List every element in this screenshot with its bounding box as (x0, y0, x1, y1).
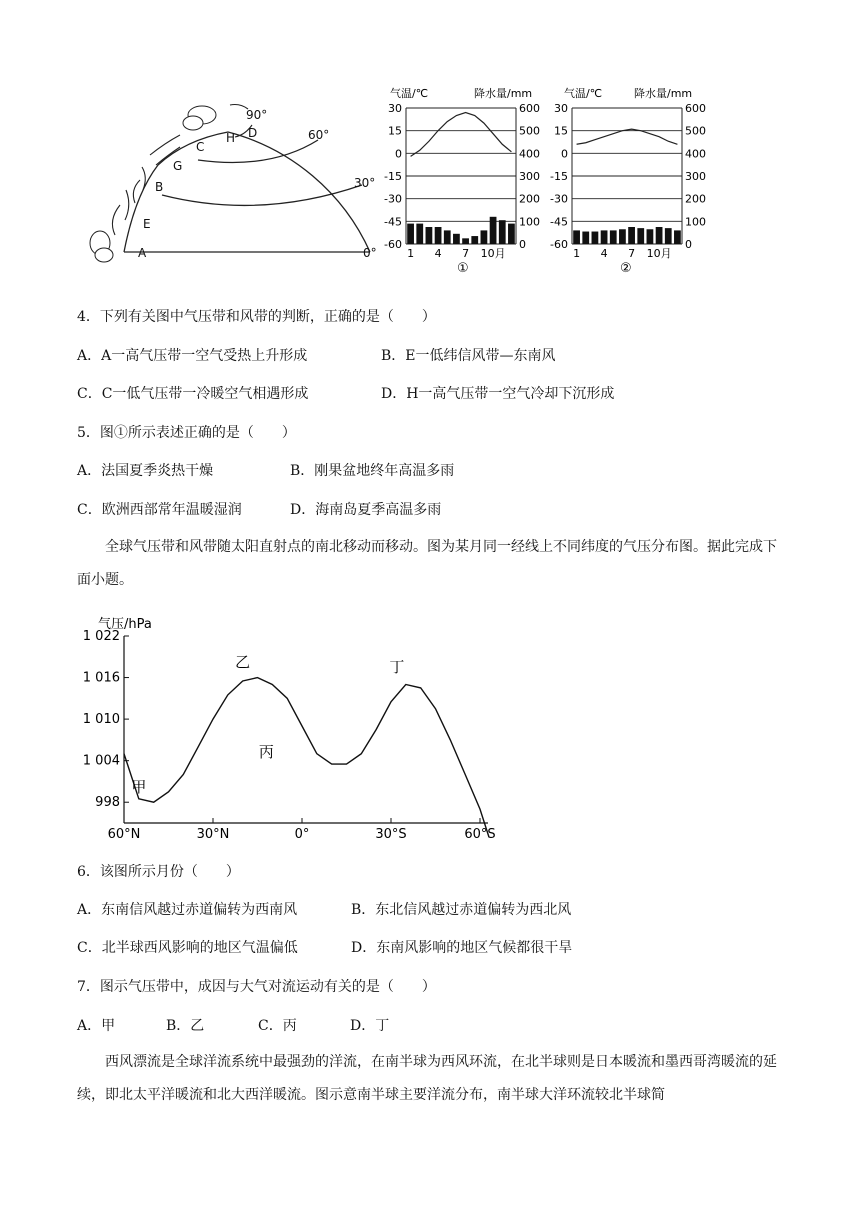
precip-bar (490, 217, 497, 244)
climate-chart-2 (548, 84, 708, 276)
belt-label-C: C (196, 140, 205, 154)
precip-bar (462, 238, 469, 244)
temp-tick: -15 (384, 170, 402, 183)
q5-option-a: A．法国夏季炎热干燥 (77, 463, 214, 479)
pressure-label-bing: 丙 (258, 743, 274, 762)
temp-tick: 15 (388, 124, 402, 138)
temp-tick: 30 (554, 102, 568, 115)
belt-label-B: B (155, 180, 164, 194)
temp-tick: -45 (550, 215, 568, 229)
pressure-distribution-chart (80, 608, 500, 842)
precip-bar (592, 232, 599, 244)
temp-line (411, 113, 512, 157)
month-tick: 7 (462, 247, 470, 260)
q7-option-b: B．乙 (166, 1018, 205, 1034)
chart2-id: ② (620, 261, 632, 276)
precip-tick: 300 (685, 170, 706, 183)
y-tick-label: 998 (95, 795, 120, 811)
precip-tick: 500 (685, 124, 706, 138)
precip-tick: 100 (685, 215, 706, 229)
q6-option-a: A．东南信风越过赤道偏转为西南风 (77, 902, 298, 918)
precip-bar (416, 224, 423, 244)
climate-chart-1 (384, 84, 548, 276)
q7-option-d: D．丁 (350, 1018, 390, 1034)
q4-option-d: D．H一高气压带一空气冷却下沉形成 (381, 386, 615, 402)
precip-tick: 300 (519, 170, 540, 183)
precip-tick: 100 (519, 215, 540, 229)
x-tick-label: 60°N (107, 827, 141, 842)
belt-label-G: G (173, 159, 183, 173)
y-tick-label: 1 016 (82, 670, 120, 686)
month-tick: 10月 (480, 247, 506, 260)
temp-tick: 0 (561, 147, 568, 161)
temp-tick: 0 (395, 147, 402, 161)
q7-option-a: A．甲 (77, 1018, 116, 1034)
precip-tick: 0 (519, 238, 526, 251)
precip-bar (481, 230, 488, 244)
precip-tick: 200 (519, 192, 540, 206)
month-tick: 1 (407, 247, 415, 260)
intro-paragraph-1: 全球气压带和风带随太阳直射点的南北移动而移动。图为某月同一经线上不同纬度的气压分布图。据此完成下面小题。 (77, 539, 777, 588)
temp-axis-label: 气温/℃ (564, 87, 603, 100)
temp-tick: -30 (550, 192, 568, 206)
temp-tick: 15 (554, 124, 568, 138)
month-tick: 4 (600, 247, 608, 260)
pressure-label-yi: 乙 (235, 653, 251, 672)
month-tick: 7 (628, 247, 636, 260)
pressure-curve (124, 678, 489, 837)
temp-line (577, 129, 678, 144)
pressure-ylabel: 气压/hPa (98, 617, 152, 632)
temp-tick: -45 (384, 215, 402, 229)
q6-option-b: B．东北信风越过赤道偏转为西北风 (351, 902, 572, 918)
q4-option-c: C．C一低气压带一冷暖空气相遇形成 (77, 386, 309, 402)
belt-label-E: E (143, 217, 151, 231)
q4-option-a: A．A一高气压带一空气受热上升形成 (77, 348, 308, 364)
belt-label-A: A (138, 246, 147, 260)
temp-tick: -30 (384, 192, 402, 206)
q6-option-d: D．东南风影响的地区气候都很干旱 (351, 940, 573, 956)
pressure-label-jia: 甲 (131, 777, 147, 796)
y-tick-label: 1 010 (82, 712, 120, 728)
precip-bar (601, 230, 608, 244)
temp-tick: -15 (550, 170, 568, 183)
chart1-id: ① (457, 261, 469, 276)
precip-bar (499, 220, 506, 244)
belt-label-D: D (248, 126, 258, 140)
precip-bar (435, 227, 442, 244)
q5-option-c: C．欧洲西部常年温暖湿润 (77, 502, 242, 518)
precip-axis-label: 降水量/mm (634, 87, 693, 100)
temp-tick: -60 (550, 238, 568, 251)
x-tick-label: 0° (294, 827, 310, 842)
month-tick: 4 (434, 247, 442, 260)
q5-stem: 5．图①所示表述正确的是（ ） (77, 425, 296, 441)
precip-bar (610, 230, 617, 244)
precip-bar (444, 230, 451, 244)
precip-bar (471, 236, 478, 244)
precip-tick: 400 (519, 147, 540, 161)
precip-bar (619, 229, 626, 244)
q4-stem: 4．下列有关图中气压带和风带的判断，正确的是（ ） (77, 309, 436, 325)
precip-tick: 0 (685, 238, 692, 251)
precip-tick: 400 (685, 147, 706, 161)
precip-bar (628, 227, 635, 244)
q5-option-b: B．刚果盆地终年高温多雨 (290, 463, 455, 479)
precip-tick: 600 (685, 102, 706, 115)
precip-bar (573, 230, 580, 244)
q6-option-c: C．北半球西风影响的地区气温偏低 (77, 940, 298, 956)
x-tick-label: 30°N (196, 827, 230, 842)
month-tick: 10月 (646, 247, 672, 260)
precip-bar (674, 230, 681, 244)
q7-option-c: C．丙 (258, 1018, 297, 1034)
lat-90: 90° (246, 108, 268, 122)
precip-axis-label: 降水量/mm (474, 87, 533, 100)
precip-bar (426, 227, 433, 244)
precip-tick: 500 (519, 124, 540, 138)
precip-tick: 200 (685, 192, 706, 206)
pressure-label-ding: 丁 (389, 658, 405, 677)
q4-option-b: B．E一低纬信风带—东南风 (381, 348, 556, 364)
q6-stem: 6．该图所示月份（ ） (77, 864, 240, 880)
lat-0: 0° (363, 246, 377, 260)
y-tick-label: 1 022 (82, 629, 120, 644)
precip-bar (656, 227, 663, 244)
lat-30: 30° (354, 176, 376, 190)
x-tick-label: 30°S (375, 827, 407, 842)
temp-tick: -60 (384, 238, 402, 251)
intro-paragraph-2: 西风漂流是全球洋流系统中最强劲的洋流，在南半球为西风环流，在北半球则是日本暖流和墨西哥湾暖流的延续，即北太平洋暖流和北大西洋暖流。图示意南半球主要洋流分布，南半球大洋环流较北半球简 (77, 1054, 777, 1103)
q5-option-d: D．海南岛夏季高温多雨 (290, 502, 442, 518)
precip-bar (453, 234, 460, 244)
precip-bar (582, 232, 589, 244)
precip-tick: 600 (519, 102, 540, 115)
precip-bar (637, 228, 644, 244)
pressure-wind-belt-diagram (80, 95, 390, 270)
precip-bar (647, 229, 654, 244)
precip-bar (665, 228, 672, 244)
precip-bar (407, 224, 414, 244)
month-tick: 1 (573, 247, 581, 260)
x-tick-label: 60°S (464, 827, 496, 842)
temp-tick: 30 (388, 102, 402, 115)
cloud-icon (90, 106, 216, 262)
y-tick-label: 1 004 (82, 753, 120, 769)
precip-bar (508, 224, 515, 244)
lat-60: 60° (308, 128, 330, 142)
q7-stem: 7．图示气压带中，成因与大气对流运动有关的是（ ） (77, 979, 436, 995)
temp-axis-label: 气温/℃ (390, 87, 429, 100)
belt-label-H: H (226, 131, 236, 145)
